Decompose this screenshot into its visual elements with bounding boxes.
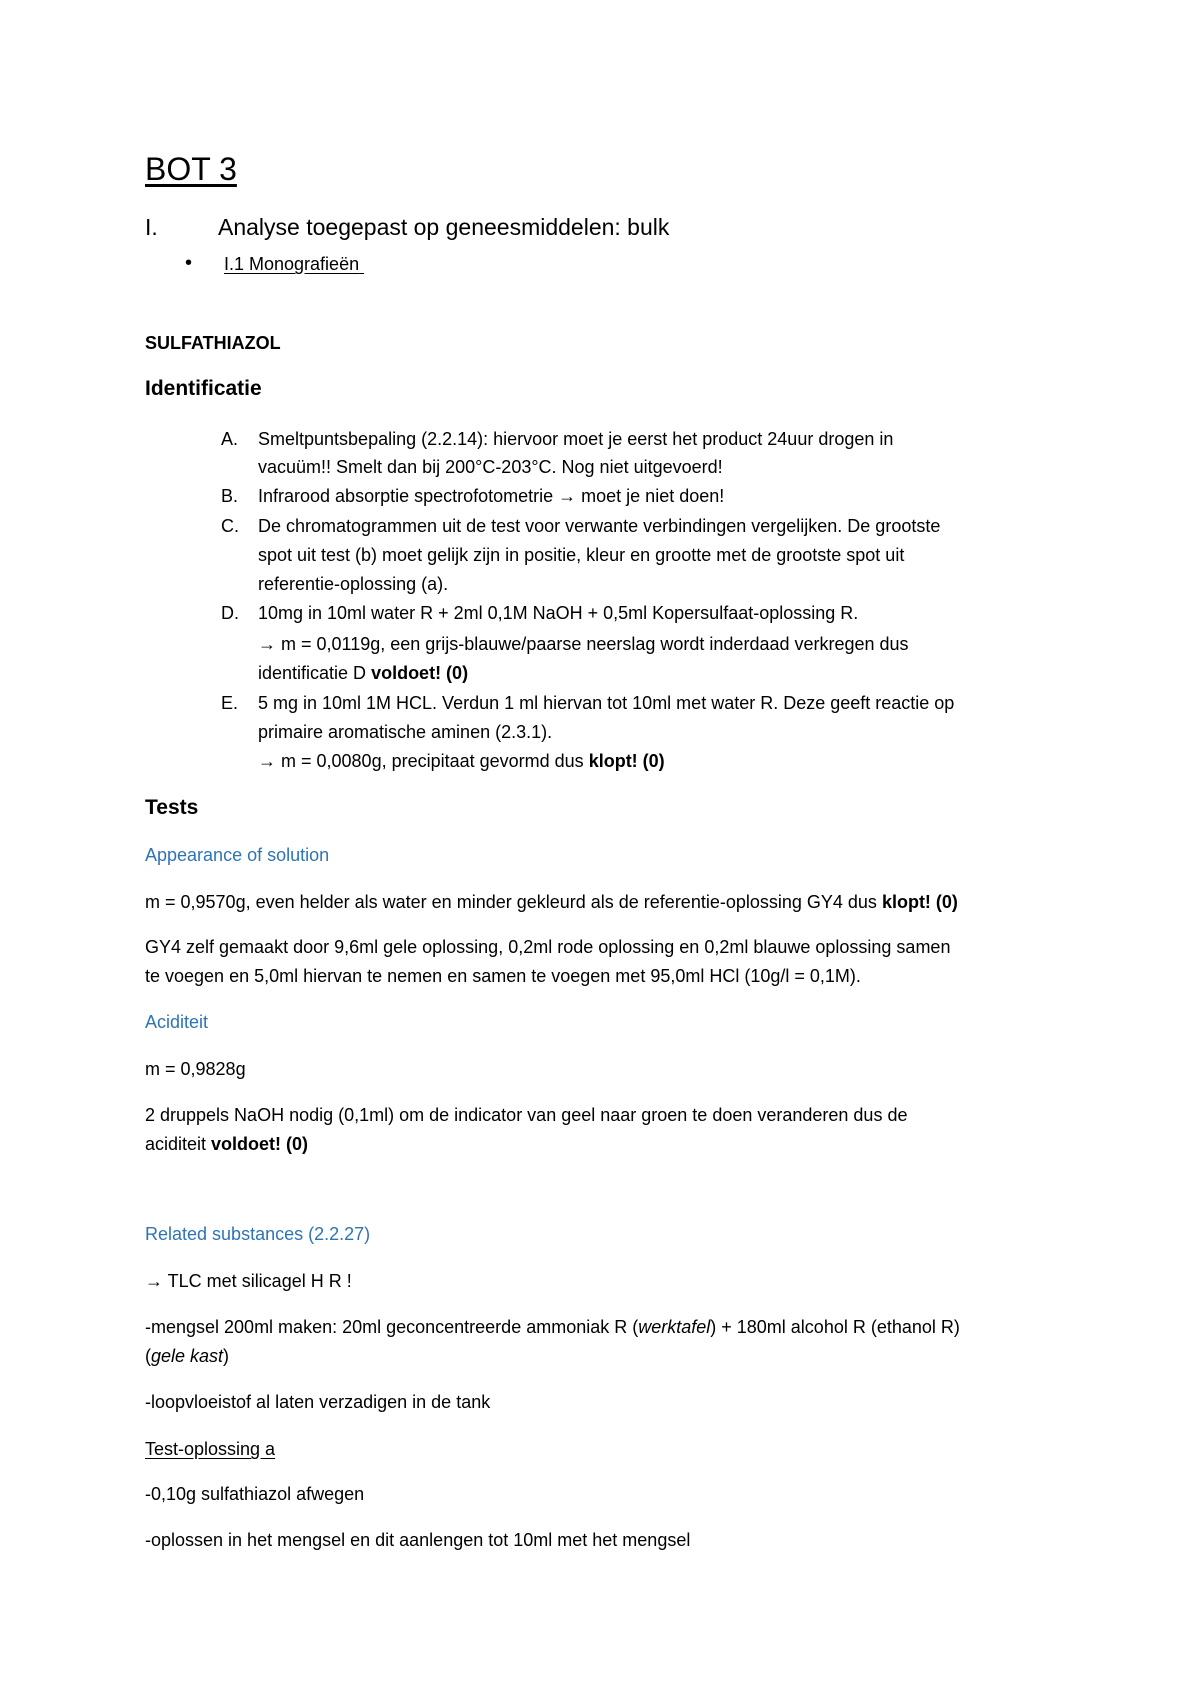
list-item-a-line: Smeltpuntsbepaling (2.2.14): hiervoor moet je eerst het product 24uur drogen in	[258, 429, 894, 449]
list-marker-a: A.	[221, 429, 239, 449]
substance-name: SULFATHIAZOL	[145, 333, 281, 353]
list-item-a-line: vacuüm!! Smelt dan bij 200°C-203°C. Nog niet uitgevoerd!	[258, 457, 723, 477]
mengsel-line: -mengsel 200ml maken: 20ml geconcentreerde ammoniak R (werktafel) + 180ml alcohol R (ethanol R)	[145, 1317, 960, 1337]
list-item-c-line: De chromatogrammen uit de test voor verwante verbindingen vergelijken. De grootste	[258, 516, 941, 536]
aciditeit-result	[145, 1133, 308, 1155]
list-item-d-line: 10mg in 10ml water R + 2ml 0,1M NaOH + 0,5ml Kopersulfaat-oplossing R.	[258, 603, 859, 623]
appearance-note-line: te voegen en 5,0ml hiervan te nemen en samen te voegen met 95,0ml HCl (10g/l = 0,1M).	[145, 966, 861, 986]
identificatie-heading: Identificatie	[145, 377, 262, 400]
subsection-title: I.1 Monografieën	[224, 254, 360, 274]
bullet-dot-icon: •	[185, 252, 193, 274]
list-marker-c: C.	[221, 516, 239, 536]
section-number: I.	[145, 214, 158, 240]
result-text: identificatie D	[258, 663, 372, 683]
result-text: m = 0,9570g, even helder als water en minder gekleurd als de referentie-oplossing GY4 dus	[145, 892, 882, 912]
result-text: aciditeit	[145, 1134, 212, 1154]
list-marker-d: D.	[221, 603, 239, 623]
aciditeit-line: 2 druppels NaOH nodig (0,1ml) om de indicator van geel naar groen te doen veranderen dus de	[145, 1105, 908, 1125]
test-solution-step: -oplossen in het mengsel en dit aanlengen tot 10ml met het mengsel	[145, 1530, 691, 1550]
aciditeit-mass: m = 0,9828g	[145, 1059, 246, 1079]
related-tlc: → TLC met silicagel H R !	[145, 1271, 352, 1291]
list-item-e-line: primaire aromatische aminen (2.3.1).	[258, 722, 553, 742]
list-item-d-result	[258, 662, 468, 684]
list-item-e-result	[258, 750, 665, 772]
appearance-heading: Appearance of solution	[145, 845, 330, 865]
result-verdict: voldoet! (0)	[371, 663, 469, 683]
related-heading: Related substances (2.2.27)	[145, 1224, 371, 1244]
list-item-c-line: spot uit test (b) moet gelijk zijn in positie, kleur en grootte met de grootste spot uit	[258, 545, 905, 565]
result-verdict: klopt! (0)	[881, 892, 958, 912]
test-solution-step: -0,10g sulfathiazol afwegen	[145, 1484, 365, 1504]
list-item-d-line: → m = 0,0119g, een grijs-blauwe/paarse neerslag wordt inderdaad verkregen dus	[258, 634, 909, 654]
result-text: → m = 0,0080g, precipitaat gevormd dus	[258, 751, 589, 771]
aciditeit-heading: Aciditeit	[145, 1012, 209, 1032]
result-verdict: voldoet! (0)	[211, 1134, 309, 1154]
document-title: BOT 3	[145, 151, 237, 187]
mengsel-location: gele kast	[151, 1346, 224, 1366]
appearance-note-line: GY4 zelf gemaakt door 9,6ml gele oplossing, 0,2ml rode oplossing en 0,2ml blauwe oplossing samen	[145, 937, 951, 957]
loopvloeistof-line: -loopvloeistof al laten verzadigen in de tank	[145, 1392, 491, 1412]
list-item-e-line: 5 mg in 10ml 1M HCL. Verdun 1 ml hiervan tot 10ml met water R. Deze geeft reactie op	[258, 693, 955, 713]
section-title: Analyse toegepast op geneesmiddelen: bulk	[218, 214, 670, 240]
list-item-c-line: referentie-oplossing (a).	[258, 574, 449, 594]
tests-heading: Tests	[145, 796, 199, 819]
test-solution-heading: Test-oplossing a	[145, 1439, 276, 1459]
mengsel-line: (gele kast)	[145, 1346, 230, 1366]
list-marker-b: B.	[221, 486, 239, 506]
result-verdict: klopt! (0)	[588, 751, 665, 771]
list-item-b-line: Infrarood absorptie spectrofotometrie → moet je niet doen!	[258, 486, 725, 506]
appearance-result	[145, 891, 958, 913]
mengsel-location: werktafel	[638, 1317, 711, 1337]
list-marker-e: E.	[221, 693, 239, 713]
